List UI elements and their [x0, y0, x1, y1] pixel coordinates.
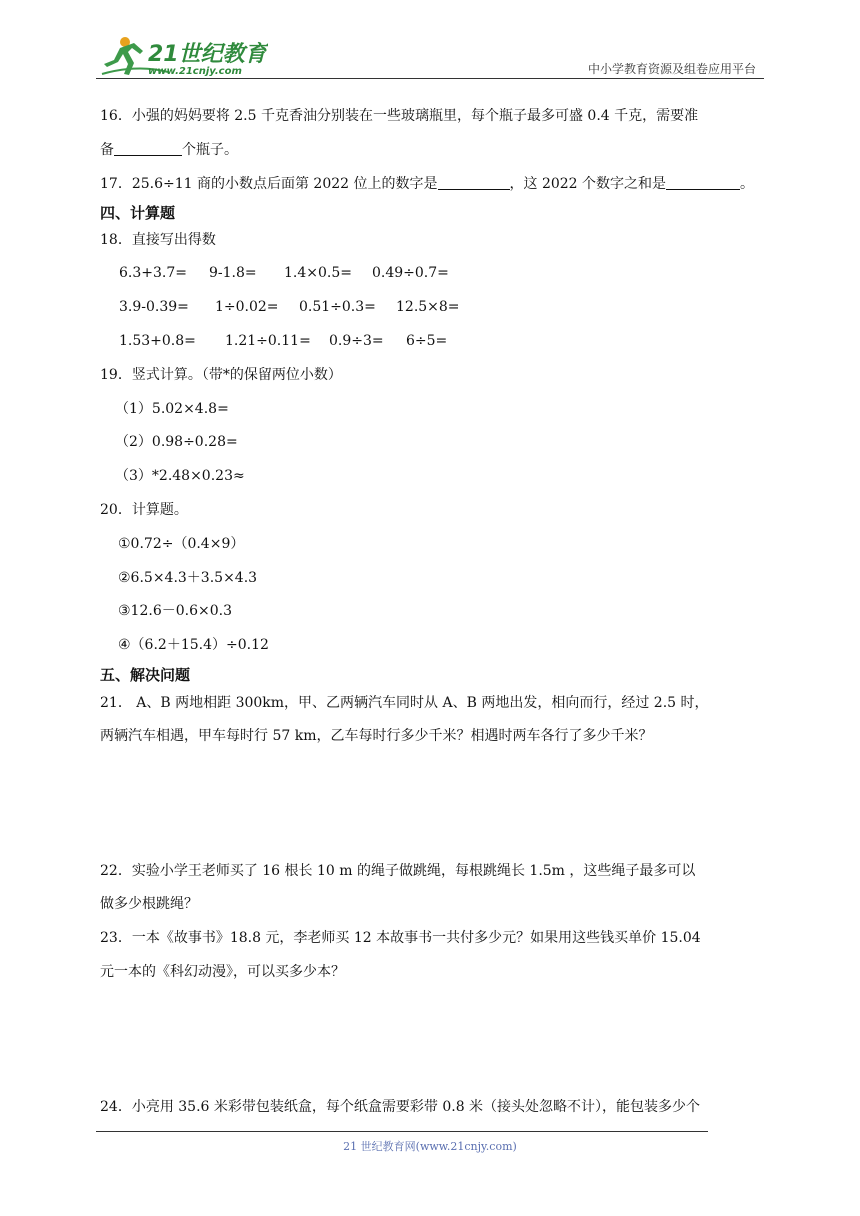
- q21-line1: 21． A、B 两地相距 300km，甲、乙两辆汽车同时从 A、B 两地出发，相向而行，经过 2.5 时，: [100, 695, 709, 711]
- q18-item: 6÷5=: [406, 333, 448, 349]
- q17-pre: 17．25.6÷11 商的小数点后面第 2022 位上的数字是: [100, 176, 438, 192]
- q17-post: 。: [740, 176, 755, 192]
- footer-text: 21 世纪教育网(www.21cnjy.com): [343, 1140, 517, 1153]
- q18-item: 0.9÷3=: [329, 333, 384, 349]
- q20-item: ②6.5×4.3＋3.5×4.3: [118, 570, 258, 586]
- q18-item: 12.5×8=: [396, 299, 460, 315]
- q17-mid: ，这 2022 个数字之和是: [509, 176, 667, 192]
- q19-item: （3）*2.48×0.23≈: [115, 468, 245, 484]
- q17-answer-blank-2[interactable]: [666, 175, 740, 190]
- q17-answer-blank-1[interactable]: [438, 175, 510, 190]
- q22-line1: 22．实验小学王老师买了 16 根长 10 m 的绳子做跳绳，每根跳绳长 1.5m ，这些绳子最多可以: [100, 863, 696, 879]
- q22-line2: 做多少根跳绳？: [100, 896, 198, 912]
- site-logo: [98, 34, 268, 78]
- q18-item: 1.21÷0.11=: [225, 333, 311, 349]
- q19-item: （2）0.98÷0.28=: [115, 434, 238, 450]
- logo-text: 21世纪教育: [148, 42, 267, 67]
- q17-line: [100, 175, 754, 193]
- q18-item: 3.9-0.39=: [119, 299, 189, 315]
- q23-line1: 23．一本《故事书》18.8 元，李老师买 12 本故事书一共付多少元？如果用这些钱买单价 15.04: [100, 930, 701, 946]
- q20-item: ①0.72÷（0.4×9）: [118, 536, 245, 552]
- platform-name: 中小学教育资源及组卷应用平台: [587, 62, 756, 76]
- q18-item: 0.51÷0.3=: [299, 299, 376, 315]
- q16-line1: 16．小强的妈妈要将 2.5 千克香油分别装在一些玻璃瓶里，每个瓶子最多可盛 0.4 千克，需要准: [100, 108, 699, 124]
- q18-item: 0.49÷0.7=: [372, 265, 449, 281]
- q18-item: 9-1.8=: [209, 265, 257, 281]
- q24-line1: 24．小亮用 35.6 米彩带包装纸盒，每个纸盒需要彩带 0.8 米（接头处忽略不计），能包装多少个: [100, 1099, 701, 1115]
- q16-line2-post: 个瓶子。: [182, 142, 238, 158]
- q20-title: 20．计算题。: [100, 502, 188, 518]
- q16-line2: [100, 141, 238, 159]
- q18-item: 1.4×0.5=: [284, 265, 352, 281]
- header-divider: [96, 78, 764, 79]
- q18-title: 18．直接写出得数: [100, 232, 216, 248]
- q19-title: 19．竖式计算。（带*的保留两位小数）: [100, 367, 342, 383]
- q23-line2: 元一本的《科幻动漫》，可以买多少本？: [100, 964, 345, 980]
- q18-item: 6.3+3.7=: [119, 265, 187, 281]
- q18-item: 1÷0.02=: [215, 299, 279, 315]
- q19-item: （1）5.02×4.8=: [115, 401, 229, 417]
- section-heading-5: 五、解决问题: [100, 666, 191, 684]
- q21-line2: 两辆汽车相遇，甲车每时行 57 km，乙车每时行多少千米？相遇时两车各行了多少千米？: [100, 728, 653, 744]
- q20-item: ④（6.2＋15.4）÷0.12: [118, 637, 269, 653]
- q20-item: ③12.6－0.6×0.3: [118, 603, 232, 619]
- footer-divider: [96, 1131, 708, 1132]
- q16-answer-blank[interactable]: [114, 141, 182, 156]
- q16-line2-pre: 备: [100, 142, 114, 158]
- q18-item: 1.53+0.8=: [119, 333, 196, 349]
- logo-url: www.21cnjy.com: [148, 66, 242, 77]
- section-heading-4: 四、计算题: [100, 204, 176, 222]
